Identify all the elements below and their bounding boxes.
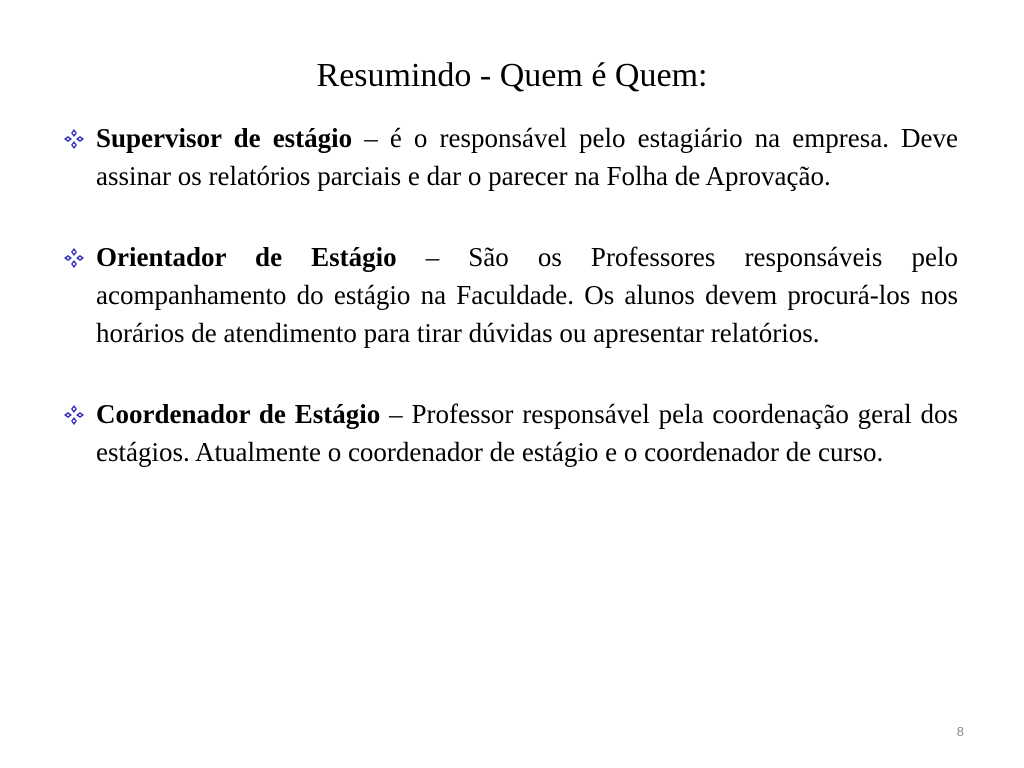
- diamond-bullet-icon: [62, 247, 86, 269]
- bullet-item-coordenador: [62, 395, 958, 471]
- bullet-item-supervisor: [62, 119, 958, 195]
- bullet-text: – Professor responsável pela coordenação geral dos estágios. Atualmente o coordenador de estágio e o coordenador de curso.: [96, 399, 958, 467]
- bullet-item-orientador: [62, 238, 958, 352]
- diamond-bullet-icon: [62, 404, 86, 426]
- bullet-term: Coordenador de Estágio: [96, 399, 381, 429]
- bullet-term: Supervisor de estágio: [96, 123, 353, 153]
- bullet-text: – é o responsável pelo estagiário na empresa. Deve assinar os relatórios parciais e dar o parecer na Folha de Aprovação.: [96, 123, 958, 191]
- bullet-list: [62, 119, 958, 514]
- page-number: 8: [956, 724, 964, 739]
- diamond-bullet-icon: [62, 128, 86, 150]
- slide-title: Resumindo - Quem é Quem:: [316, 57, 708, 94]
- bullet-term: Orientador de Estágio: [96, 242, 397, 272]
- bullet-text: – São os Professores responsáveis pelo acompanhamento do estágio na Faculdade. Os alunos devem procurá-los nos horários de atendimento para tirar dúvidas ou apresentar relatórios.: [96, 242, 958, 348]
